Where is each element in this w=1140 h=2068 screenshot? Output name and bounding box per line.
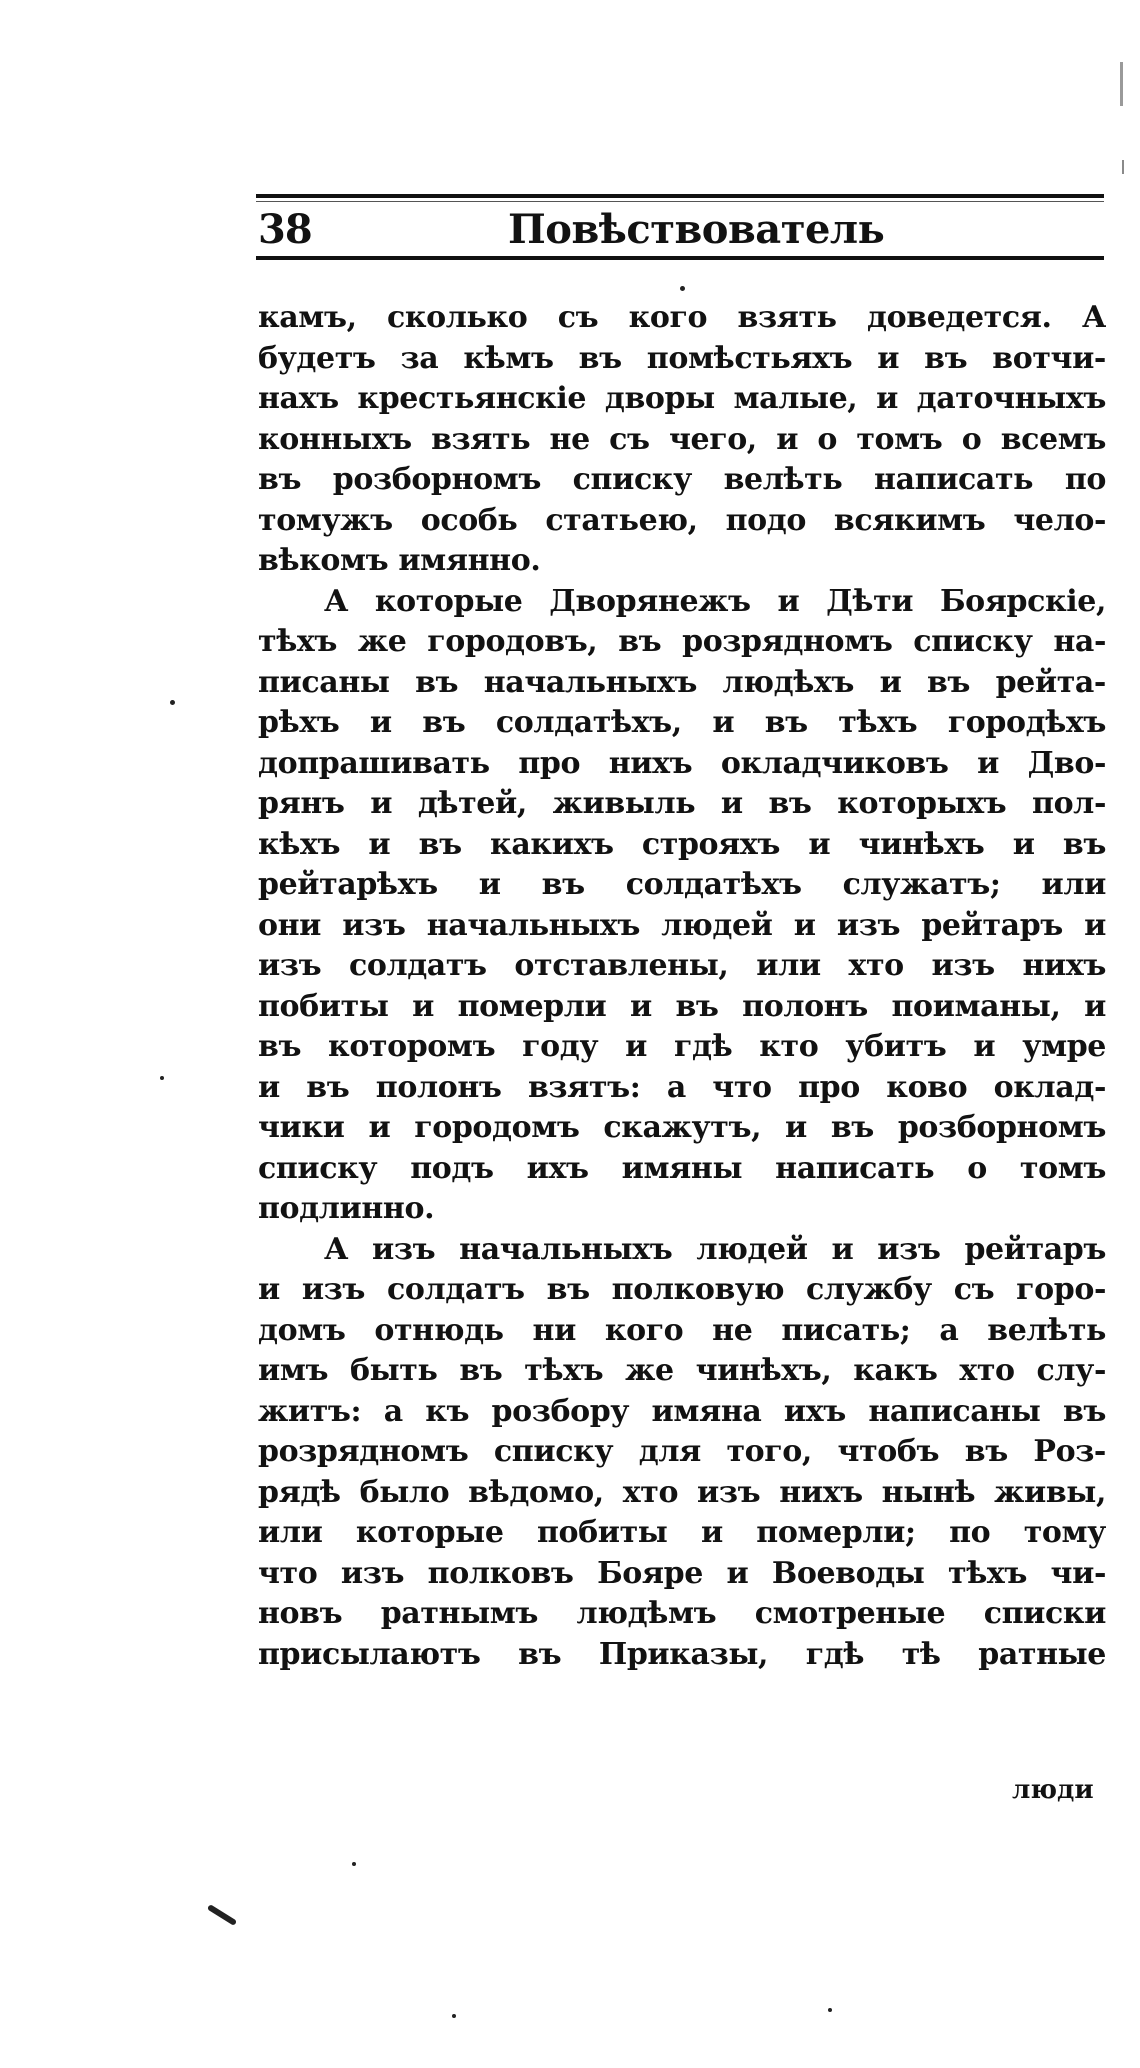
text-line: и изъ солдатъ въ полковую службу съ горо- — [258, 1272, 1106, 1307]
body-text — [258, 298, 1106, 1675]
print-speck — [352, 1862, 356, 1866]
text-line: будетъ за кѣмъ въ помѣстьяхъ и въ вотчи- — [258, 340, 1106, 376]
paragraph — [258, 582, 1106, 1230]
page-number: 38 — [258, 206, 312, 253]
text-line: розрядномъ списку для того, чтобъ въ Роз- — [258, 1434, 1106, 1469]
text-line: побиты и померли и въ полонъ поиманы, и — [258, 988, 1106, 1024]
text-line: что изъ полковъ Бояре и Воеводы тѣхъ чи- — [258, 1555, 1106, 1591]
text-line: рѣхъ и въ солдатѣхъ, и въ тѣхъ городѣхъ — [258, 705, 1106, 740]
text-line: допрашивать про нихъ окладчиковъ и Дво- — [258, 745, 1106, 781]
header-rule-bottom — [256, 256, 1104, 260]
text-line: рейтарѣхъ и въ солдатѣхъ служатъ; или — [258, 867, 1106, 902]
text-line: писаны въ начальныхъ людѣхъ и въ рейта- — [258, 664, 1106, 700]
paragraph — [258, 1230, 1106, 1676]
text-line: въ розборномъ списку велѣть написать по — [258, 462, 1106, 497]
print-speck — [170, 700, 175, 705]
print-speck — [160, 1076, 164, 1080]
text-line: рядѣ было вѣдомо, хто изъ нихъ нынѣ живы, — [258, 1474, 1106, 1510]
page-edge-mark — [1120, 62, 1123, 106]
ink-scratch — [207, 1904, 237, 1926]
header-rule-top — [256, 194, 1104, 198]
print-speck — [680, 286, 685, 291]
print-speck — [452, 2014, 456, 2018]
text-line: рянъ и дѣтей, живыль и въ которыхъ пол- — [258, 786, 1106, 821]
text-line: камъ, сколько съ кого взять доведется. А — [258, 300, 1106, 335]
text-line: чики и городомъ скажутъ, и въ розборномъ — [258, 1110, 1106, 1145]
text-line: кѣхъ и въ какихъ строяхъ и чинѣхъ и въ — [258, 826, 1106, 862]
text-line: присылаютъ въ Приказы, гдѣ тѣ ратные — [258, 1636, 1106, 1672]
text-line: тѣхъ же городовъ, въ розрядномъ списку на- — [258, 624, 1106, 659]
text-line: списку подъ ихъ имяны написать о томъ — [258, 1150, 1106, 1186]
text-line: домъ отнюдь ни кого не писать; а велѣть — [258, 1312, 1106, 1348]
text-line: и въ полонъ взятъ: а что про ково оклад- — [258, 1069, 1106, 1105]
text-line: томужъ особь статьею, подо всякимъ чело- — [258, 502, 1106, 538]
text-line: вѣкомъ имянно. — [258, 543, 541, 578]
text-line: имъ быть въ тѣхъ же чинѣхъ, какъ хто слу- — [258, 1353, 1106, 1388]
text-line: А которые Дворянежъ и Дѣти Боярскіе, — [324, 583, 1106, 619]
text-line: или которые побиты и померли; по тому — [258, 1515, 1106, 1550]
text-line: житъ: а къ розбору имяна ихъ написаны въ — [258, 1393, 1106, 1429]
text-line: они изъ начальныхъ людей и изъ рейтаръ и — [258, 907, 1106, 943]
running-title: Повѣствователь — [508, 206, 885, 253]
page-edge-mark — [1122, 160, 1124, 174]
paragraph — [258, 298, 1106, 582]
text-line: изъ солдатъ отставлены, или хто изъ нихъ — [258, 948, 1106, 983]
text-line: конныхъ взять не съ чего, и о томъ о всемъ — [258, 421, 1106, 457]
text-line: подлинно. — [258, 1191, 435, 1226]
catchword: люди — [1012, 1775, 1094, 1805]
text-line: А изъ начальныхъ людей и изъ рейтаръ — [324, 1231, 1106, 1267]
text-line: нахъ крестьянскіе дворы малые, и даточныхъ — [258, 381, 1106, 416]
header-rule-top-thin — [256, 201, 1104, 202]
text-line: въ которомъ году и гдѣ кто убитъ и умре — [258, 1029, 1106, 1064]
text-line: новъ ратнымъ людѣмъ смотреные списки — [258, 1596, 1106, 1631]
print-speck — [828, 2008, 832, 2012]
